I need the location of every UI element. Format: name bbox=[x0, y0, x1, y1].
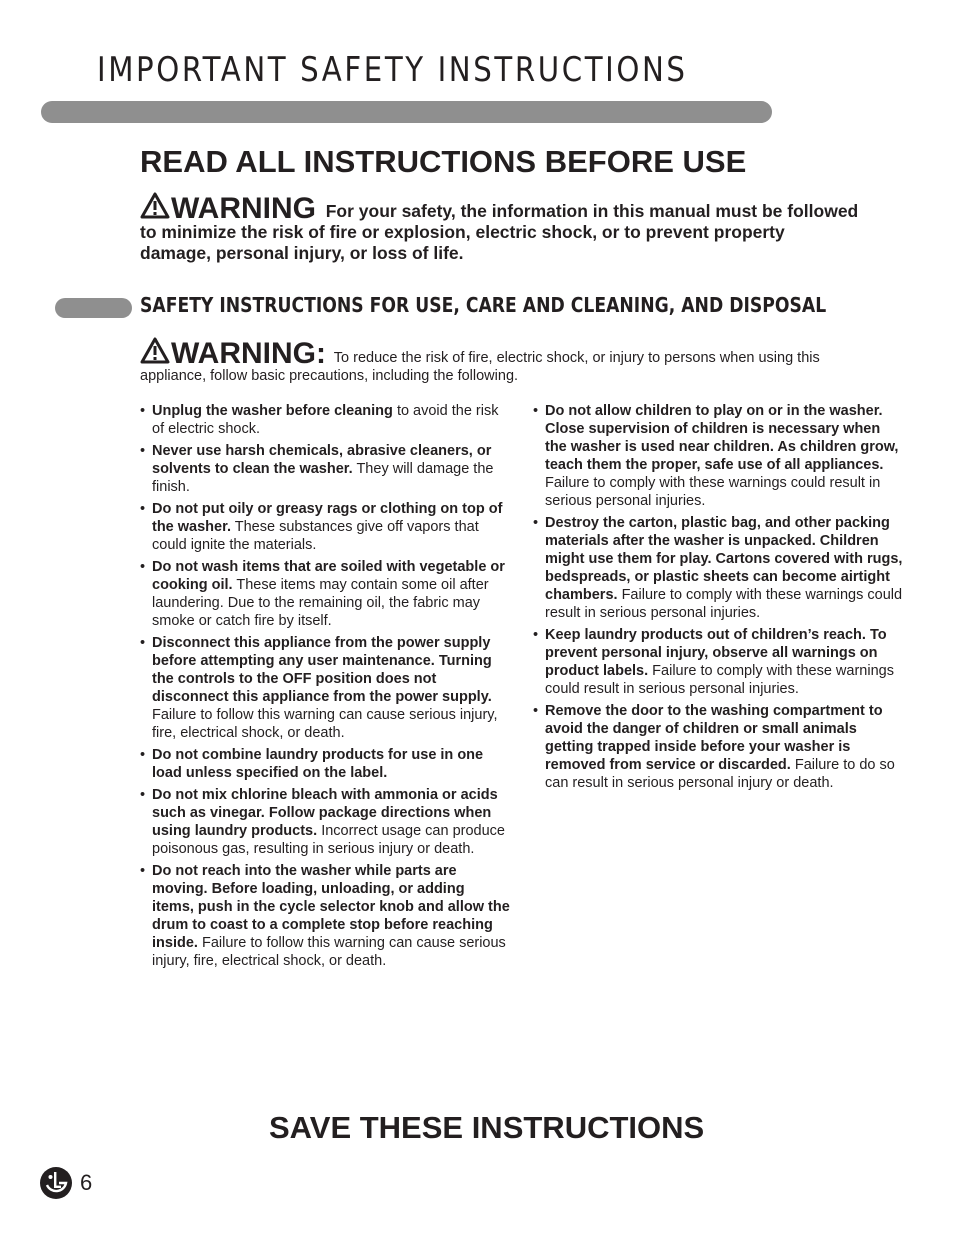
lg-logo-icon bbox=[39, 1166, 73, 1200]
list-item: • Destroy the carton, plastic bag, and other packing materials after the washer is unpacked. Children might use them for play. Cartons covered with rugs, bedspreads, or plastic sheets can become airtight chambers. Failure to comply with these warnings could result in serious personal injuries. bbox=[533, 514, 905, 622]
section-marker-pill bbox=[55, 298, 132, 318]
section-warning-text: To reduce the risk of fire, electric shock, or injury to persons when using this appliance, follow basic precautions, including the following. bbox=[140, 350, 820, 384]
list-item: • Do not mix chlorine bleach with ammonia or acids such as vinegar. Follow package directions when using laundry products. Incorrect usage can produce poisonous gas, resulting in serious injury or death. bbox=[140, 786, 510, 858]
list-item: • Do not combine laundry products for use in one load unless specified on the label. bbox=[140, 746, 510, 782]
section-heading: SAFETY INSTRUCTIONS FOR USE, CARE AND CLEANING, AND DISPOSAL bbox=[140, 293, 827, 317]
save-instructions-heading: SAVE THESE INSTRUCTIONS bbox=[269, 1110, 705, 1145]
section-warning bbox=[140, 337, 885, 385]
intro-warning-text: For your safety, the information in this manual must be followed to minimize the risk of fire or explosion, electric shock, or to prevent property damage, personal injury, or loss of life. bbox=[140, 201, 859, 263]
page-title: IMPORTANT SAFETY INSTRUCTIONS bbox=[97, 50, 688, 90]
list-item: • Remove the door to the washing compartment to avoid the danger of children or small animals getting trapped inside before your washer is removed from service or discarded. Failure to do so can result in serious personal injury or death. bbox=[533, 702, 905, 792]
warning-label: WARNING: bbox=[171, 337, 326, 370]
header-divider-bar bbox=[41, 101, 772, 123]
page-number: 6 bbox=[80, 1170, 93, 1195]
list-item: • Do not reach into the washer while parts are moving. Before loading, unloading, or adding items, push in the cycle selector knob and allow the drum to coast to a complete stop before reaching inside. Failure to follow this warning can cause serious injury, fire, electrical shock, or death. bbox=[140, 862, 510, 970]
list-item: • Disconnect this appliance from the power supply before attempting any user maintenance. Turning the controls to the OFF position does not disconnect this appliance from the power supply. Failure to follow this warning can cause serious injury, fire, electrical shock, or death. bbox=[140, 634, 510, 742]
warning-triangle-icon bbox=[140, 337, 170, 364]
warning-triangle-icon bbox=[140, 192, 170, 219]
list-item: • Do not put oily or greasy rags or clothing on top of the washer. These substances give off vapors that could ignite the materials. bbox=[140, 500, 510, 554]
list-item: • Unplug the washer before cleaning to avoid the risk of electric shock. bbox=[140, 402, 510, 438]
left-instructions-column bbox=[140, 402, 510, 974]
read-all-heading: READ ALL INSTRUCTIONS BEFORE USE bbox=[140, 144, 747, 179]
list-item: • Do not allow children to play on or in the washer. Close supervision of children is necessary when the washer is used near children. As children grow, teach them the proper, safe use of all appliances. Failure to comply with these warnings could result in serious personal injuries. bbox=[533, 402, 905, 510]
list-item: • Keep laundry products out of children’s reach. To prevent personal injury, observe all warnings on product labels. Failure to comply with these warnings could result in serious personal injuries. bbox=[533, 626, 905, 698]
warning-label: WARNING bbox=[171, 192, 316, 225]
intro-warning bbox=[140, 192, 860, 264]
list-item: • Never use harsh chemicals, abrasive cleaners, or solvents to clean the washer. They will damage the finish. bbox=[140, 442, 510, 496]
right-instructions-column bbox=[533, 402, 905, 796]
list-item: • Do not wash items that are soiled with vegetable or cooking oil. These items may contain some oil after laundering. Due to the remaining oil, the fabric may smoke or catch fire by itself. bbox=[140, 558, 510, 630]
